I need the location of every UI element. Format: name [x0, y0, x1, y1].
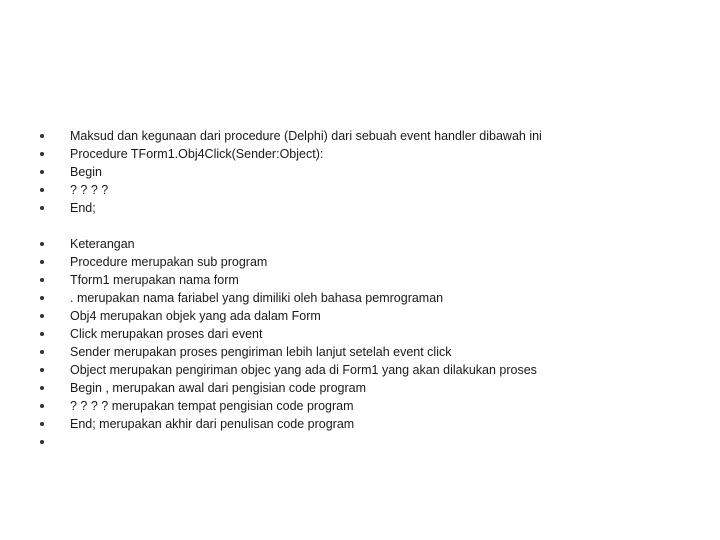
list-item [40, 181, 680, 199]
code-line: Procedure TForm1.Obj4Click(Sender:Object): [70, 147, 324, 161]
code-line: ? ? ? ? [70, 183, 109, 197]
bullet-dot-icon [40, 350, 44, 354]
bullet-dot-icon [40, 242, 44, 246]
list-item [40, 361, 680, 379]
list-item [40, 415, 680, 433]
bullet-dot-icon [40, 440, 44, 444]
explanation-text: Begin , merupakan awal dari pengisian code program [70, 381, 367, 395]
bullet-dot-icon [40, 134, 44, 138]
question-bullet-list [40, 127, 680, 217]
explanation-text: End; merupakan akhir dari penulisan code program [70, 417, 355, 431]
bullet-dot-icon [40, 314, 44, 318]
list-item [40, 271, 680, 289]
list-item [40, 145, 680, 163]
explanation-text: Tform1 merupakan nama form [70, 273, 239, 287]
list-item [40, 235, 680, 253]
list-item [40, 289, 680, 307]
bullet-dot-icon [40, 152, 44, 156]
bullet-dot-icon [40, 368, 44, 372]
list-item [40, 253, 680, 271]
bullet-dot-icon [40, 188, 44, 192]
explanation-text: ? ? ? ? merupakan tempat pengisian code program [70, 399, 354, 413]
list-item [40, 397, 680, 415]
list-item [40, 379, 680, 397]
bullet-dot-icon [40, 296, 44, 300]
bullet-dot-icon [40, 278, 44, 282]
explanation-bullet-list [40, 235, 680, 451]
explanation-text: Obj4 merupakan objek yang ada dalam Form [70, 309, 321, 323]
bullet-dot-icon [40, 422, 44, 426]
bullet-dot-icon [40, 404, 44, 408]
bullet-dot-icon [40, 386, 44, 390]
explanation-text: . merupakan nama fariabel yang dimiliki oleh bahasa pemrograman [70, 291, 444, 305]
bullet-dot-icon [40, 260, 44, 264]
explanation-text: Object merupakan pengiriman objec yang ada di Form1 yang akan dilakukan proses [70, 363, 537, 377]
list-item [40, 307, 680, 325]
bullet-dot-icon [40, 206, 44, 210]
bullet-dot-icon [40, 332, 44, 336]
explanation-text: Sender merupakan proses pengiriman lebih lanjut setelah event click [70, 345, 452, 359]
list-item [40, 127, 680, 145]
bullet-dot-icon [40, 170, 44, 174]
explanation-heading: Keterangan [70, 237, 135, 251]
question-title: Maksud dan kegunaan dari procedure (Delphi) dari sebuah event handler dibawah ini [70, 129, 542, 143]
list-item [40, 199, 680, 217]
list-item [40, 343, 680, 361]
explanation-text: Click merupakan proses dari event [70, 327, 263, 341]
list-item [40, 433, 680, 451]
list-item [40, 325, 680, 343]
explanation-text: Procedure merupakan sub program [70, 255, 268, 269]
code-line: Begin [70, 165, 102, 179]
code-line: End; [70, 201, 96, 215]
list-item [40, 163, 680, 181]
